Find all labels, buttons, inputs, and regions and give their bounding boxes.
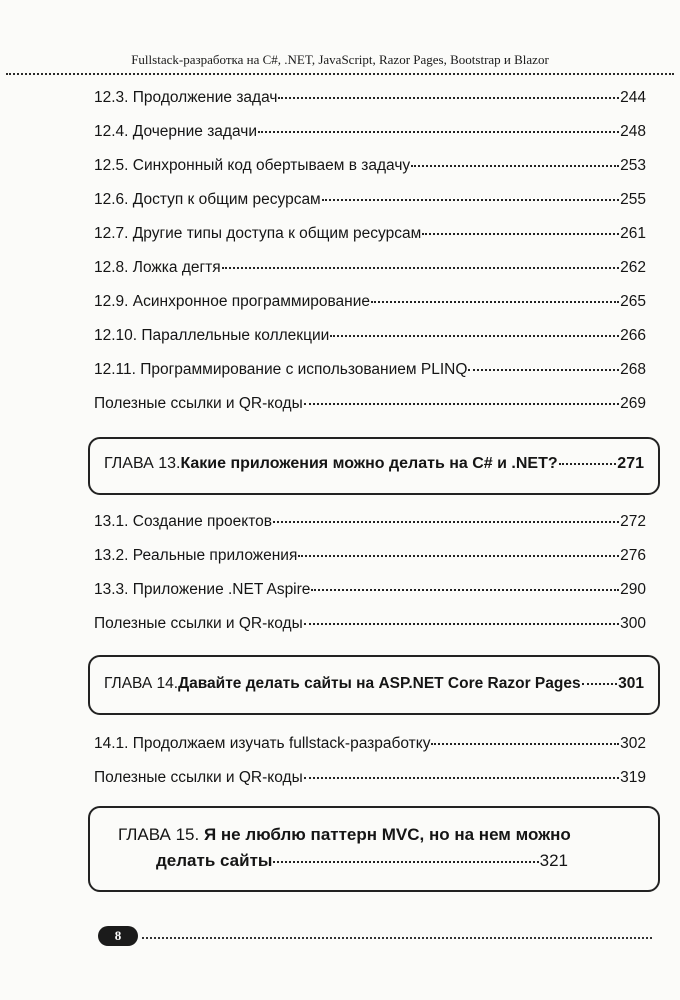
toc-entry-page: 255 [620, 191, 646, 208]
toc-entry-title: 13.1. Создание проектов [94, 513, 272, 530]
toc-entry-page: 266 [620, 327, 646, 344]
toc-entry[interactable] [94, 123, 646, 141]
toc-entry-title: Полезные ссылки и QR-коды [94, 769, 303, 786]
dot-leader [298, 555, 619, 557]
chapter-page: 321 [539, 851, 568, 870]
toc-entry-title: 12.9. Асинхронное программирование [94, 293, 371, 310]
dot-leader [422, 233, 619, 235]
dot-leader [330, 335, 619, 337]
toc-entry[interactable] [94, 513, 646, 531]
toc-entry[interactable] [94, 769, 646, 787]
dot-leader [582, 683, 618, 685]
toc-entry-page: 268 [620, 361, 646, 378]
toc-entry-title: 14.1. Продолжаем изучать fullstack-разработку [94, 735, 431, 752]
toc-entry-page: 244 [620, 89, 646, 106]
toc-entry-page: 253 [620, 157, 646, 174]
toc-entry-page: 269 [620, 395, 646, 412]
toc-entry-page: 272 [620, 513, 646, 530]
dot-leader [273, 861, 538, 863]
dot-leader [304, 623, 619, 625]
toc-entry[interactable] [94, 735, 646, 753]
toc-entry[interactable] [94, 191, 646, 209]
toc-entry[interactable] [94, 581, 646, 599]
toc-entry[interactable] [94, 361, 646, 379]
toc-entry-title: 12.8. Ложка дегтя [94, 259, 221, 276]
toc-entry-title: 12.3. Продолжение задач [94, 89, 278, 106]
chapter-15-heading[interactable] [88, 806, 660, 892]
toc-entry-page: 300 [620, 615, 646, 632]
chapter-page: 271 [617, 455, 644, 472]
toc-entry-title: 13.2. Реальные приложения [94, 547, 298, 564]
toc-entry-title: 12.5. Синхронный код обертываем в задачу [94, 157, 411, 174]
toc-entry-page: 319 [620, 769, 646, 786]
toc-entry[interactable] [94, 547, 646, 565]
toc-entry-title: 12.4. Дочерние задачи [94, 123, 257, 140]
header-divider [6, 73, 674, 75]
toc-entry-page: 302 [620, 735, 646, 752]
dot-leader [222, 267, 619, 269]
toc-entry-title: 12.7. Другие типы доступа к общим ресурсам [94, 225, 422, 242]
toc-entry-title: Полезные ссылки и QR-коды [94, 395, 303, 412]
page-number-badge: 8 [98, 926, 138, 946]
dot-leader [322, 199, 619, 201]
dot-leader [411, 165, 619, 167]
toc-entry-page: 290 [620, 581, 646, 598]
toc-entry-page: 265 [620, 293, 646, 310]
dot-leader [311, 589, 619, 591]
toc-entry-title: 12.11. Программирование с использованием PLINQ [94, 361, 468, 378]
toc-entry-page: 261 [620, 225, 646, 242]
toc-entry[interactable] [94, 89, 646, 107]
toc-entry[interactable] [94, 615, 646, 633]
chapter-label: ГЛАВА 13. [104, 455, 181, 472]
toc-entry[interactable] [94, 395, 646, 413]
chapter-14-heading[interactable] [88, 655, 660, 715]
chapter-title-line1: Я не люблю паттерн MVC, но на нем можно [203, 825, 571, 844]
dot-leader [278, 97, 619, 99]
running-header: Fullstack-разработка на C#, .NET, JavaScript, Razor Pages, Bootstrap и Blazor [131, 52, 549, 67]
toc-entry[interactable] [94, 225, 646, 243]
dot-leader [371, 301, 619, 303]
dot-leader [559, 463, 617, 465]
toc-entry-page: 248 [620, 123, 646, 140]
toc-entry-page: 262 [620, 259, 646, 276]
toc-entry[interactable] [94, 259, 646, 277]
dot-leader [304, 403, 619, 405]
dot-leader [273, 521, 619, 523]
chapter-page: 301 [618, 675, 644, 692]
chapter-label: ГЛАВА 14. [104, 675, 179, 692]
toc-entry[interactable] [94, 157, 646, 175]
dot-leader [431, 743, 619, 745]
toc-entry[interactable] [94, 293, 646, 311]
dot-leader [468, 369, 619, 371]
toc-entry-title: Полезные ссылки и QR-коды [94, 615, 303, 632]
dot-leader [258, 131, 619, 133]
footer-divider [142, 937, 652, 939]
chapter-title: Давайте делать сайты на ASP.NET Core Razor Pages [178, 675, 581, 692]
toc-entry[interactable] [94, 327, 646, 345]
chapter-title: Какие приложения можно делать на C# и .NET? [180, 455, 558, 472]
dot-leader [304, 777, 619, 779]
toc-entry-title: 12.10. Параллельные коллекции [94, 327, 330, 344]
toc-entry-title: 12.6. Доступ к общим ресурсам [94, 191, 321, 208]
toc-entry-page: 276 [620, 547, 646, 564]
toc-entry-title: 13.3. Приложение .NET Aspire [94, 581, 311, 598]
chapter-label: ГЛАВА 15. [118, 825, 204, 844]
chapter-13-heading[interactable] [88, 437, 660, 495]
chapter-title-line2: делать сайты [156, 851, 273, 870]
